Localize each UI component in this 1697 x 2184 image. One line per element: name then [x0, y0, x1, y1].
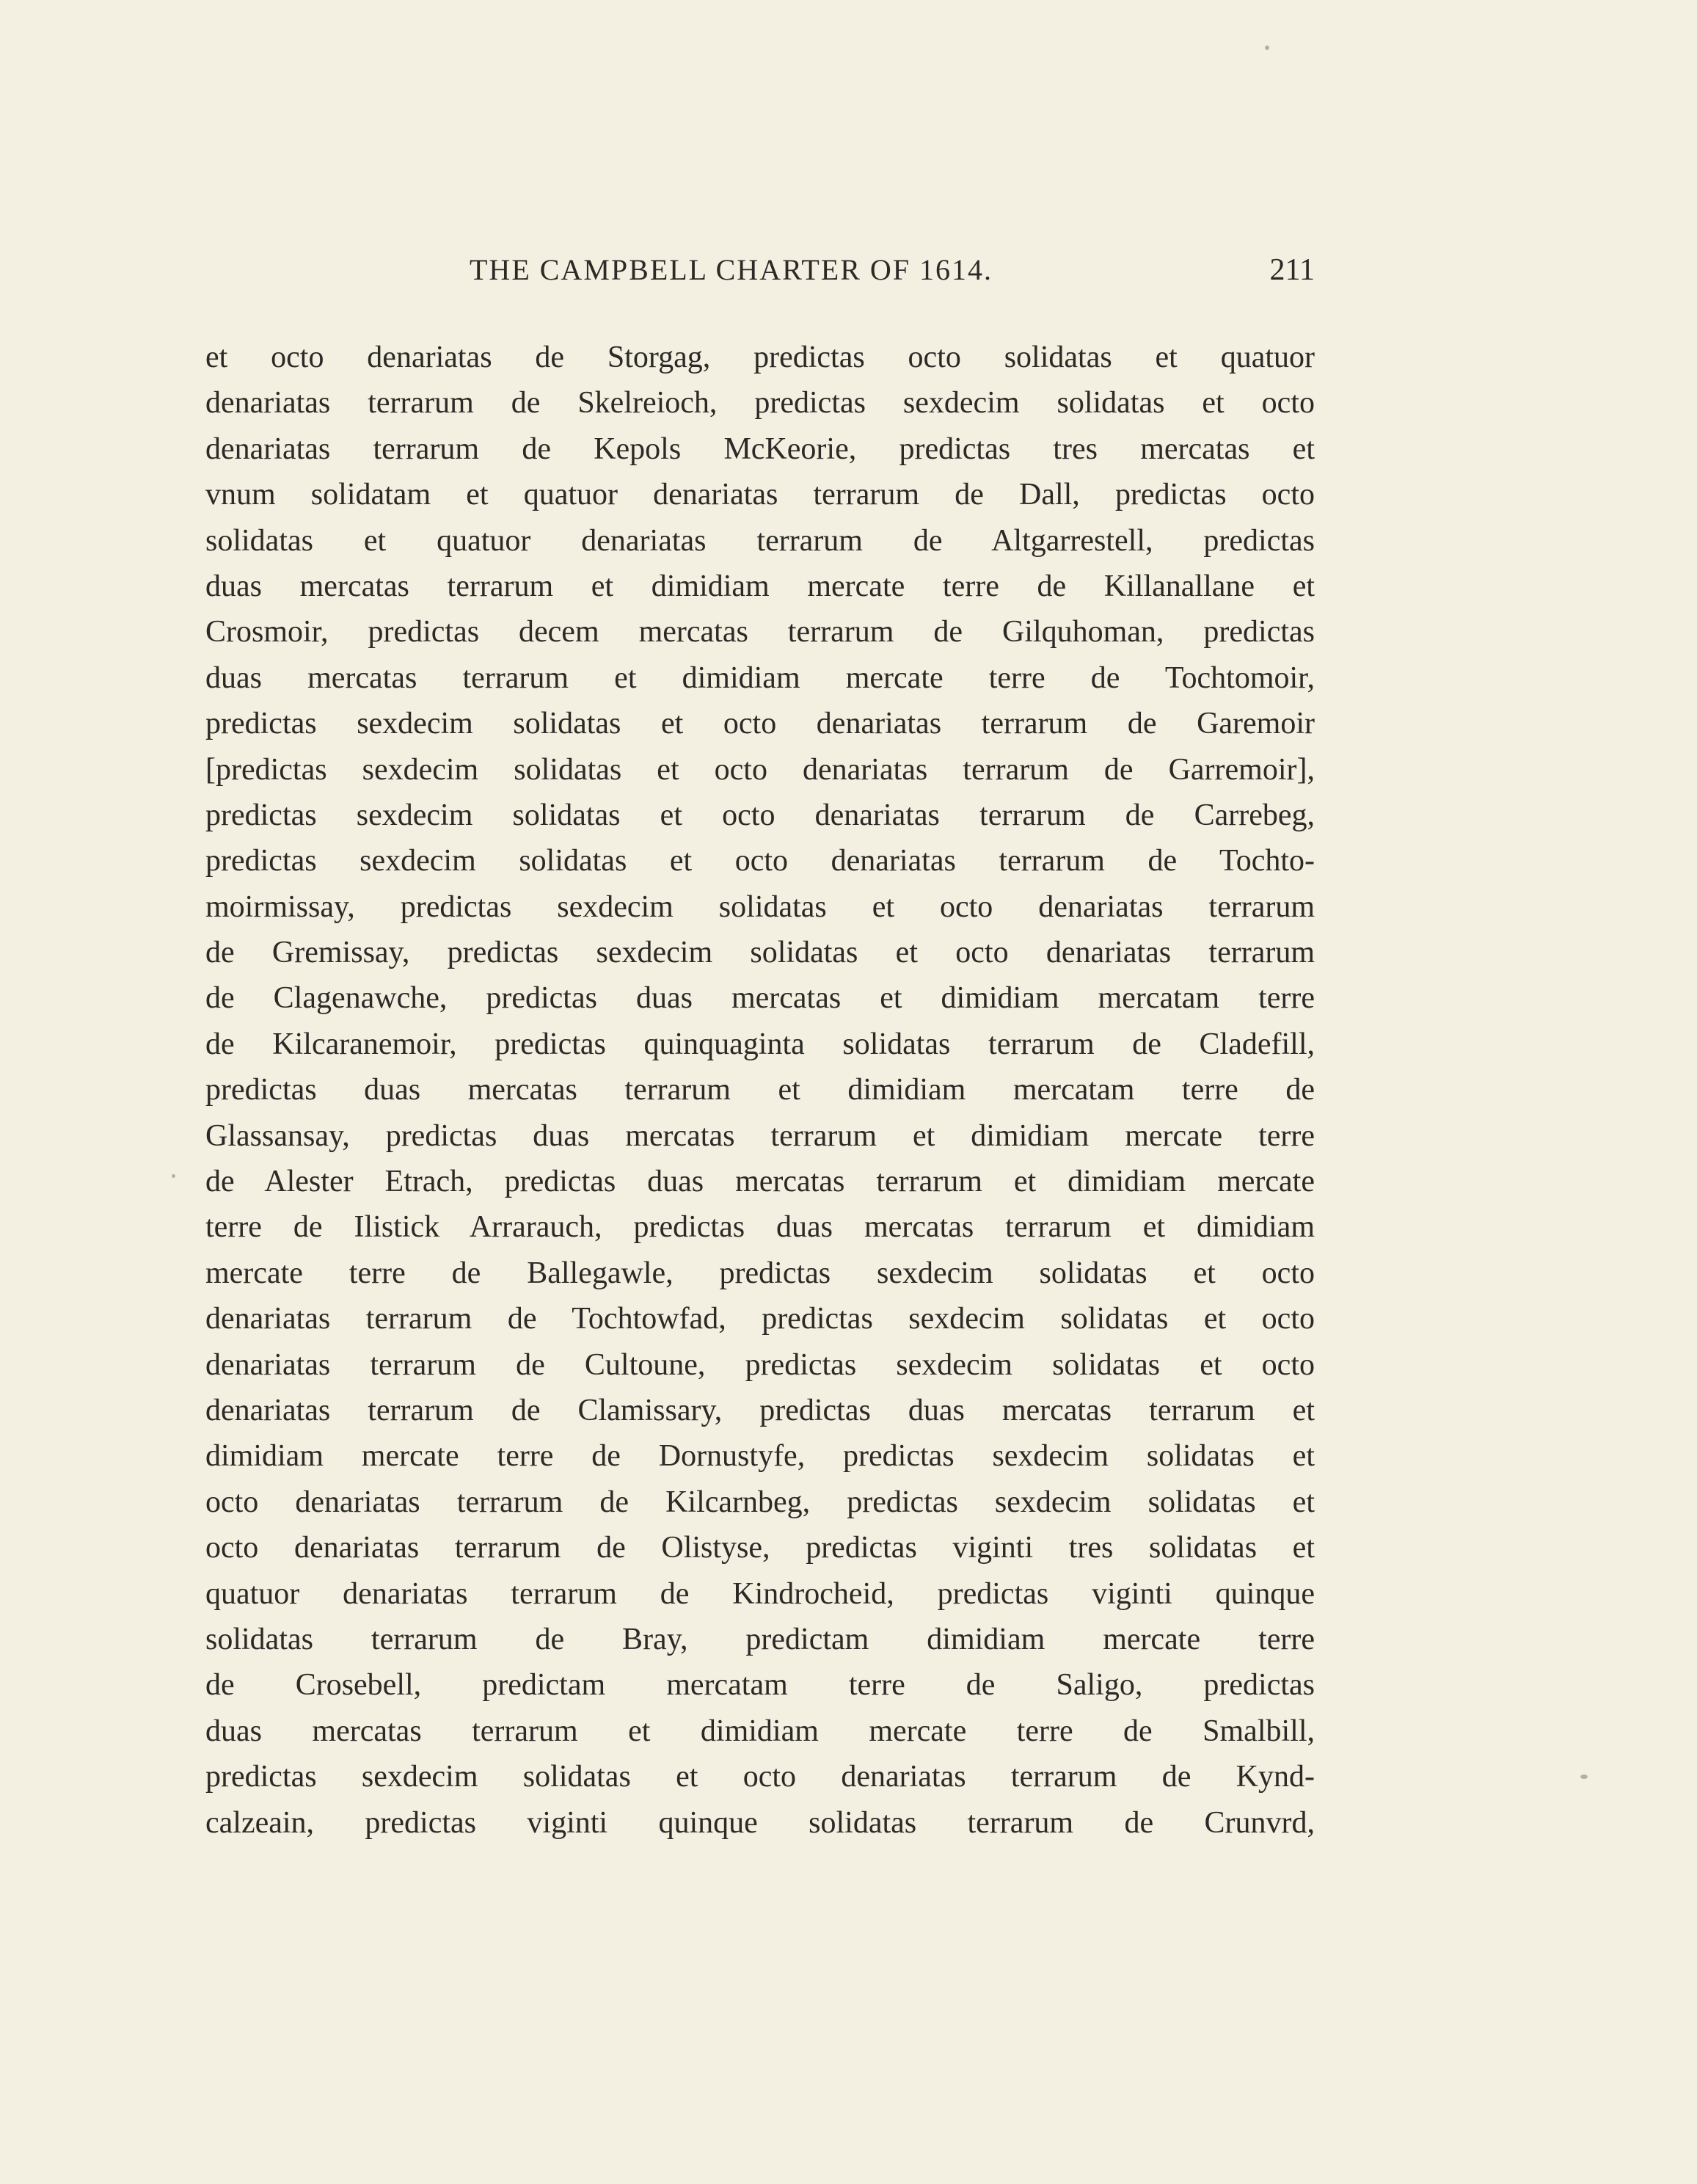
text-line: et octo denariatas de Storgag, predictas octo solidatas et quatuor: [205, 341, 1315, 374]
running-title: THE CAMPBELL CHARTER OF 1614.: [470, 253, 993, 286]
paper-speck: [172, 1174, 175, 1178]
running-head: [205, 248, 1315, 292]
text-line: predictas sexdecim solidatas et octo denariatas terrarum de Kynd-: [205, 1760, 1315, 1794]
text-line: de Gremissay, predictas sexdecim solidatas et octo denariatas terrarum: [205, 936, 1315, 970]
text-line: mercate terre de Ballegawle, predictas sexdecim solidatas et octo: [205, 1256, 1315, 1290]
text-line: predictas sexdecim solidatas et octo denariatas terrarum de Tochto-: [205, 844, 1315, 878]
text-line: predictas duas mercatas terrarum et dimidiam mercatam terre de: [205, 1073, 1315, 1107]
text-line: denariatas terrarum de Skelreioch, predictas sexdecim solidatas et octo: [205, 386, 1315, 421]
text-line: denariatas terrarum de Cultoune, predictas sexdecim solidatas et octo: [205, 1347, 1315, 1382]
paper-speck: [1265, 46, 1269, 50]
text-line: vnum solidatam et quatuor denariatas terrarum de Dall, predictas octo: [205, 478, 1315, 512]
text-line: moirmissay, predictas sexdecim solidatas et octo denariatas terrarum: [205, 889, 1315, 924]
text-line: predictas sexdecim solidatas et octo denariatas terrarum de Carrebeg,: [205, 798, 1315, 832]
text-line: terre de Ilistick Arrarauch, predictas duas mercatas terrarum et dimidiam: [205, 1210, 1315, 1245]
text-line: de Crosebell, predictam mercatam terre de Saligo, predictas: [205, 1668, 1315, 1703]
text-line: Glassansay, predictas duas mercatas terrarum et dimidiam mercate terre: [205, 1118, 1315, 1153]
text-line: predictas sexdecim solidatas et octo denariatas terrarum de Garemoir: [205, 707, 1315, 741]
text-line: denariatas terrarum de Tochtowfad, predictas sexdecim solidatas et octo: [205, 1302, 1315, 1336]
page-number: 211: [1269, 253, 1315, 287]
text-line: de Kilcaranemoir, predictas quinquaginta solidatas terrarum de Cladefill,: [205, 1027, 1315, 1061]
text-line: de Clagenawche, predictas duas mercatas et dimidiam mercatam terre: [205, 981, 1315, 1016]
text-line: denariatas terrarum de Kepols McKeorie, predictas tres mercatas et: [205, 432, 1315, 466]
text-line: octo denariatas terrarum de Olistyse, predictas viginti tres solidatas et: [205, 1531, 1315, 1565]
text-line: duas mercatas terrarum et dimidiam mercate terre de Smalbill,: [205, 1714, 1315, 1748]
text-line: solidatas terrarum de Bray, predictam dimidiam mercate terre: [205, 1622, 1315, 1656]
text-line: Crosmoir, predictas decem mercatas terrarum de Gilquhoman, predictas: [205, 615, 1315, 649]
text-line: quatuor denariatas terrarum de Kindrocheid, predictas viginti quinque: [205, 1576, 1315, 1611]
text-line: duas mercatas terrarum et dimidiam mercate terre de Tochtomoir,: [205, 660, 1315, 695]
text-line: dimidiam mercate terre de Dornustyfe, predictas sexdecim solidatas et: [205, 1439, 1315, 1474]
text-line: octo denariatas terrarum de Kilcarnbeg, predictas sexdecim solidatas et: [205, 1485, 1315, 1519]
text-line: calzeain, predictas viginti quinque solidatas terrarum de Crunvrd,: [205, 1805, 1315, 1840]
text-line: [predictas sexdecim solidatas et octo denariatas terrarum de Garremoir],: [205, 752, 1315, 787]
text-line: denariatas terrarum de Clamissary, predictas duas mercatas terrarum et: [205, 1393, 1315, 1427]
paper-speck: [1580, 1774, 1588, 1779]
body-text: [205, 335, 1315, 1846]
text-line: de Alester Etrach, predictas duas mercatas terrarum et dimidiam mercate: [205, 1165, 1315, 1199]
text-line: solidatas et quatuor denariatas terrarum de Altgarrestell, predictas: [205, 523, 1315, 558]
text-line: duas mercatas terrarum et dimidiam mercate terre de Killanallane et: [205, 569, 1315, 603]
